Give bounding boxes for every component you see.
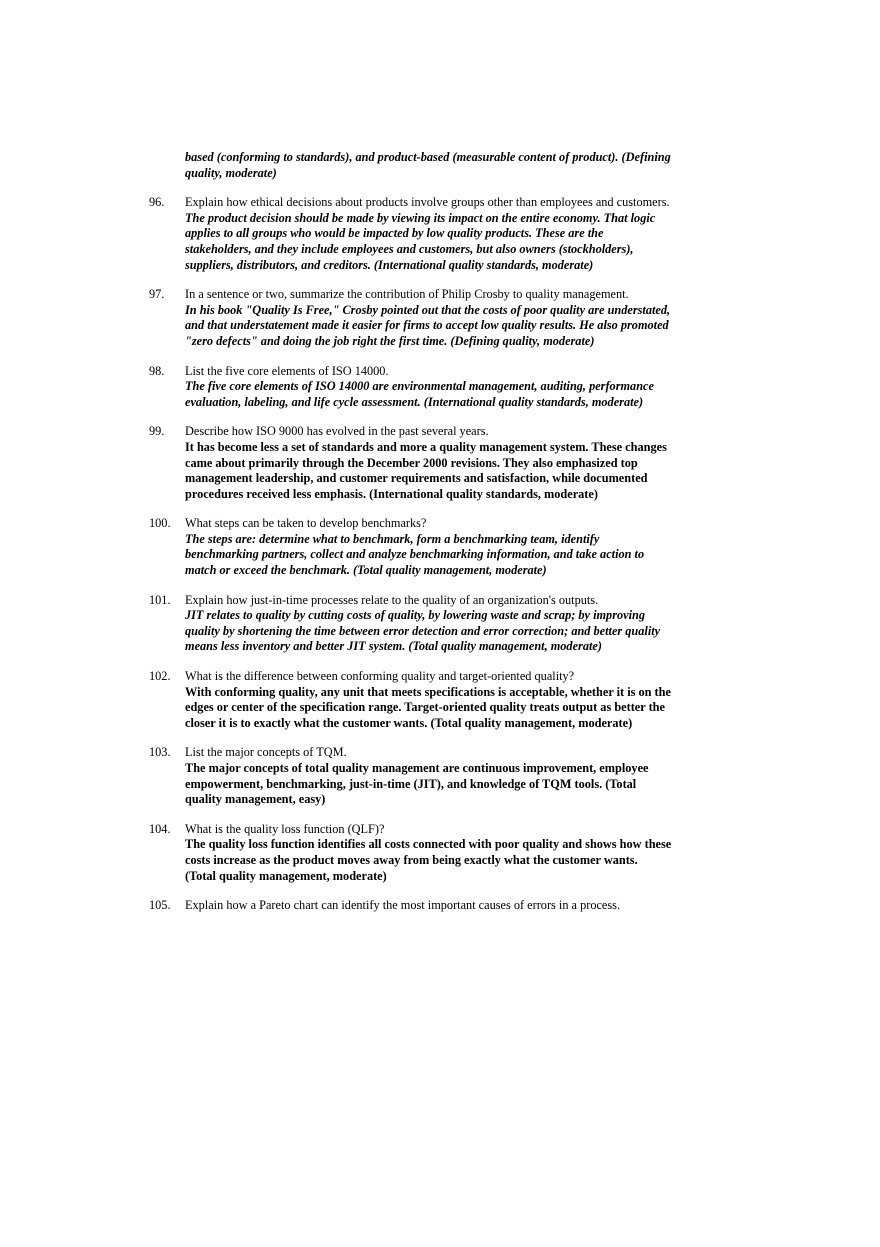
question-number: 102. — [149, 669, 171, 684]
question-number: 96. — [149, 195, 165, 210]
answer-text: It has become less a set of standards and more a quality management system. These changes came about primarily through the December 2000 revisions. They also emphasized top management leadership, and customer requirements and satisfaction, while documented procedures received less emphasis. (International quality standards, moderate) — [185, 439, 667, 501]
question-number: 100. — [149, 516, 171, 531]
answer-text: The product decision should be made by viewing its impact on the entire economy. That logic applies to all groups who would be impacted by low quality products. These are the stakeholders, and they include employees and customers, but also owners (stockholders), suppliers, distributors, and creditors. (International quality standards, moderate) — [185, 210, 656, 272]
question-item-105 — [149, 898, 729, 914]
question-number: 98. — [149, 363, 165, 378]
question-item-102 — [149, 669, 729, 731]
question-item-98 — [149, 364, 729, 411]
answer-text: With conforming quality, any unit that meets specifications is acceptable, whether it is on the edges or center of the specification range. Target-oriented quality treats output as better the closer it is to exactly what the customer wants. (Total quality management, moderate) — [185, 684, 671, 730]
continued-answer: based (conforming to standards), and product-based (measurable content of product). (Defining quality, moderate) — [185, 150, 671, 180]
question-item-100 — [149, 516, 729, 578]
question-text: List the major concepts of TQM. — [185, 745, 347, 760]
question-item-101 — [149, 593, 729, 655]
question-item-97 — [149, 287, 729, 349]
question-item-96 — [149, 195, 729, 273]
question-text: Explain how just-in-time processes relate to the quality of an organization's outputs. — [185, 592, 599, 607]
question-text: What is the difference between conforming quality and target-oriented quality? — [185, 669, 575, 684]
question-text: What steps can be taken to develop benchmarks? — [185, 516, 427, 531]
question-item-104 — [149, 822, 729, 884]
question-text: Explain how a Pareto chart can identify the most important causes of errors in a process. — [185, 898, 621, 913]
question-item-103 — [149, 745, 729, 807]
question-item-99 — [149, 424, 729, 502]
answer-text: The major concepts of total quality management are continuous improvement, employee empowerment, benchmarking, just-in-time (JIT), and knowledge of TQM tools. (Total quality management, easy) — [185, 761, 649, 807]
question-number: 101. — [149, 592, 171, 607]
question-number: 97. — [149, 287, 165, 302]
answer-text: The steps are: determine what to benchmark, form a benchmarking team, identify benchmarking partners, collect and analyze benchmarking information, and take action to match or exceed the benchmark. (Total quality management, moderate) — [185, 531, 645, 578]
question-list — [149, 150, 729, 914]
question-text: List the five core elements of ISO 14000. — [185, 363, 389, 378]
answer-text: The five core elements of ISO 14000 are environmental management, auditing, performance evaluation, labeling, and life cycle assessment. (International quality standards, moderate) — [185, 379, 654, 409]
question-text: Describe how ISO 9000 has evolved in the past several years. — [185, 424, 489, 439]
answer-text: In his book "Quality Is Free," Crosby pointed out that the costs of poor quality are understated, and that understatement made it easier for firms to accept low quality results. He also promoted "zero defects" and doing the job right the first time. (Defining quality, moderate) — [185, 302, 671, 348]
question-number: 105. — [149, 898, 171, 913]
question-text: What is the quality loss function (QLF)? — [185, 821, 385, 836]
answer-text: The quality loss function identifies all costs connected with poor quality and shows how these costs increase as the product moves away from being exactly what the customer wants. (Total quality management, moderate) — [185, 837, 672, 883]
answer-text: JIT relates to quality by cutting costs of quality, by lowering waste and scrap; by improving quality by shortening the time between error detection and error correction; and better quality means less inventory and better JIT system. (Total quality management, moderate) — [185, 608, 661, 654]
question-number: 99. — [149, 424, 165, 439]
question-number: 103. — [149, 745, 171, 760]
question-text: Explain how ethical decisions about products involve groups other than employees and customers. — [185, 195, 670, 210]
question-number: 104. — [149, 821, 171, 836]
question-text: In a sentence or two, summarize the contribution of Philip Crosby to quality management. — [185, 287, 629, 302]
